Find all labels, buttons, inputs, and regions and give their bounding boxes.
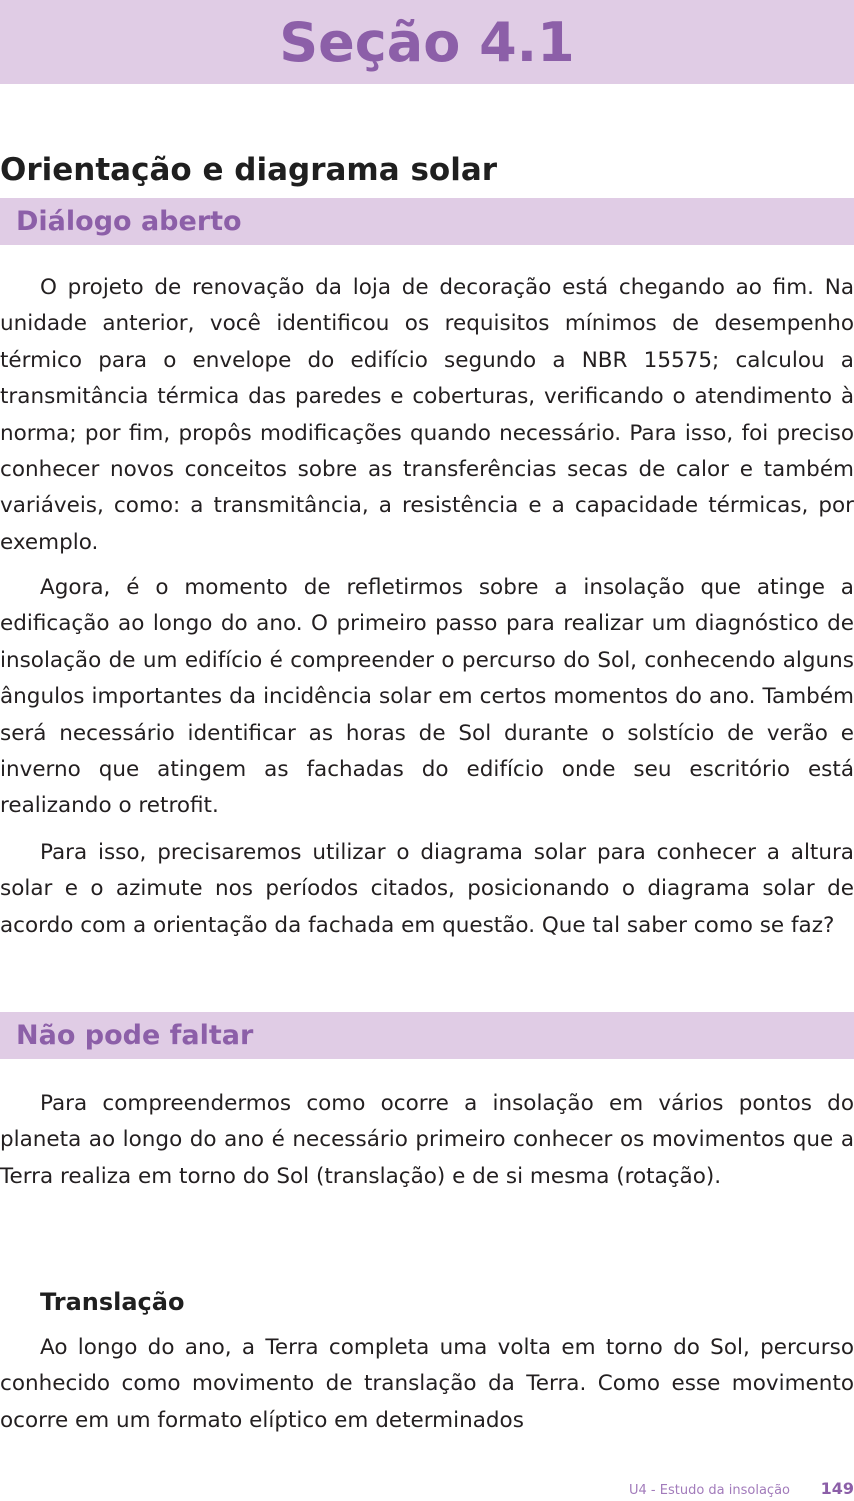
translacao-paragraph-1: Ao longo do ano, a Terra completa uma volta em torno do Sol, percurso conhecido como movimento de translação da Terra. Como esse movimento ocorre em um formato elíptico em determinados xyxy=(0,1335,854,1433)
dialogo-aberto-banner xyxy=(0,198,854,245)
dialogo-paragraph-1: O projeto de renovação da loja de decoração está chegando ao fim. Na unidade anterior, você identificou os requisitos mínimos de desempenho térmico para o envelope do edifício segundo a NBR 15575; calculou a transmitância térmica das paredes e coberturas, verificando o atendimento à norma; por fim, propôs modificações quando necessário. Para isso, foi preciso conhecer novos conceitos sobre as transferências secas de calor e também variáveis, como: a transmitância, a resistência e a capacidade térmicas, por exemplo. xyxy=(0,275,854,555)
section-title: Seção 4.1 xyxy=(279,11,575,74)
nao-pode-faltar-heading: Não pode faltar xyxy=(16,1020,254,1051)
footer-unit-label: U4 - Estudo da insolação xyxy=(629,1483,790,1498)
dialogo-paragraph-3: Para isso, precisaremos utilizar o diagrama solar para conhecer a altura solar e o azimute nos períodos citados, posicionando o diagrama solar de acordo com a orientação da fachada em questão. Que tal saber como se faz? xyxy=(0,840,854,938)
nao-pode-faltar-banner xyxy=(0,1012,854,1059)
dialogo-paragraph-2: Agora, é o momento de refletirmos sobre a insolação que atinge a edificação ao longo do ano. O primeiro passo para realizar um diagnóstico de insolação de um edifício é compreender o percurso do Sol, conhecendo alguns ângulos importantes da incidência solar em certos momentos do ano. Também será necessário identificar as horas de Sol durante o solstício de verão e inverno que atingem as fachadas do edifício onde seu escritório está realizando o retrofit. xyxy=(0,575,854,819)
translacao-heading: Translação xyxy=(40,1288,185,1316)
section-banner xyxy=(0,0,854,84)
nao-pode-faltar-paragraph-1: Para compreendermos como ocorre a insolação em vários pontos do planeta ao longo do ano é necessário primeiro conhecer os movimentos que a Terra realiza em torno do Sol (translação) e de si mesma (rotação). xyxy=(0,1091,854,1189)
page-number: 149 xyxy=(820,1479,854,1498)
dialogo-aberto-heading: Diálogo aberto xyxy=(16,206,242,237)
chapter-title: Orientação e diagrama solar xyxy=(0,152,498,188)
